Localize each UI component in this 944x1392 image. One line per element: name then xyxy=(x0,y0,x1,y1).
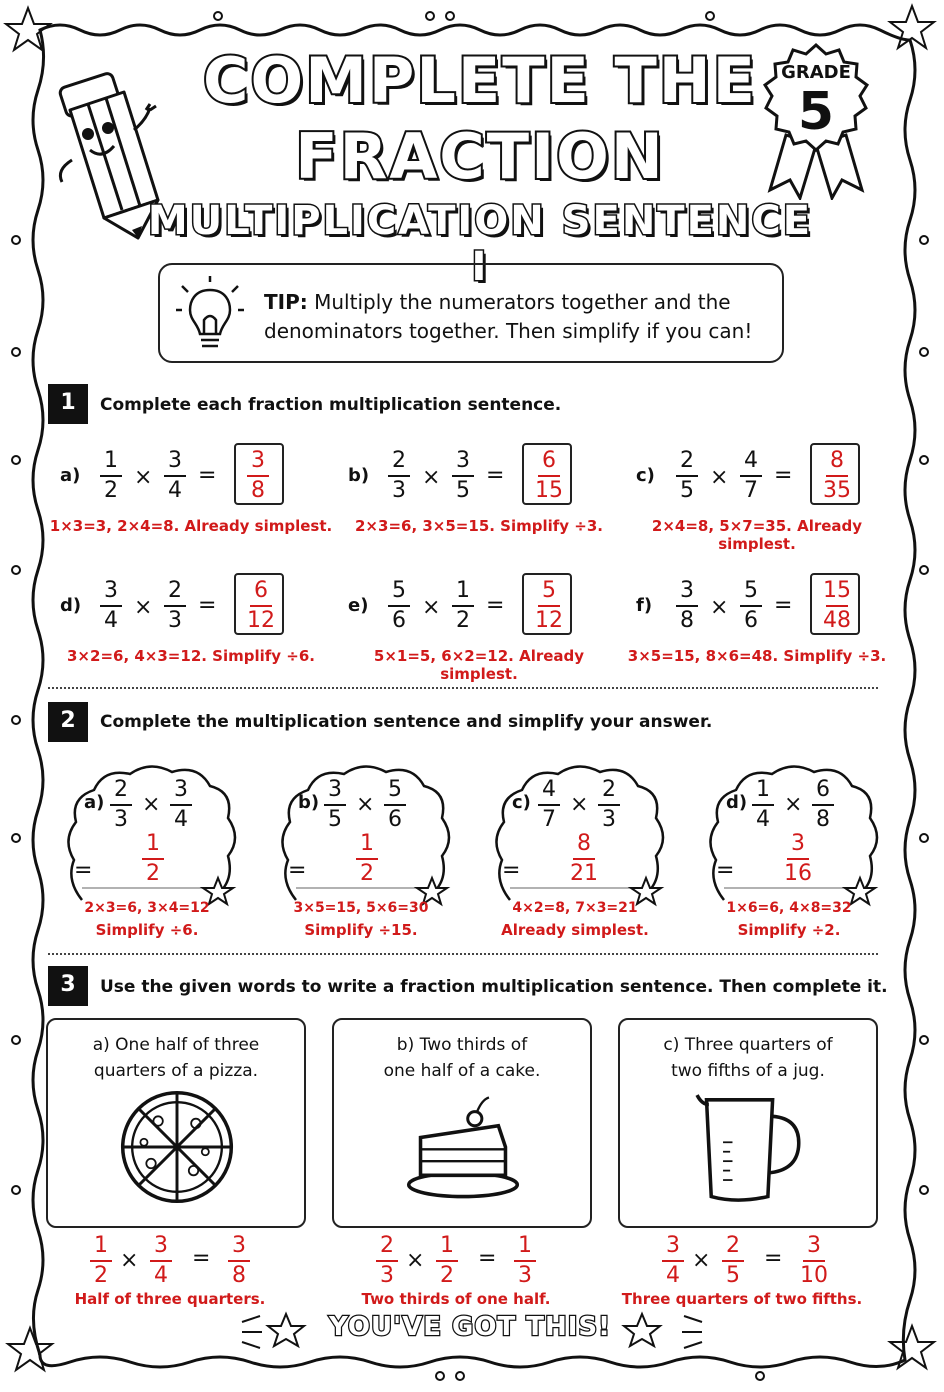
denominator: 6 xyxy=(392,608,406,633)
denominator: 48 xyxy=(823,608,851,633)
answer-fraction xyxy=(228,1234,250,1288)
answer-fraction xyxy=(800,1234,828,1288)
equals-sign: = xyxy=(192,1246,211,1271)
fraction-bar xyxy=(452,475,474,477)
denominator: 2 xyxy=(456,608,470,633)
pizza-icon xyxy=(112,1088,242,1206)
footer-encouragement: YOU'VE GOT THIS! xyxy=(329,1312,611,1342)
numerator: 3 xyxy=(251,448,265,473)
fraction-1 xyxy=(538,778,560,832)
numerator: 1 xyxy=(440,1233,454,1258)
fraction-bar xyxy=(826,475,848,477)
denominator: 2 xyxy=(440,1263,454,1288)
numerator: 3 xyxy=(807,1233,821,1258)
times-sign: × xyxy=(710,595,729,620)
numerator: 1 xyxy=(104,448,118,473)
working-note: 2×3=6, 3×5=15. Simplify ÷3. xyxy=(355,517,603,535)
numerator: 6 xyxy=(816,777,830,802)
fraction-1 xyxy=(676,579,698,633)
fraction-bar xyxy=(538,605,560,607)
denominator: 5 xyxy=(680,478,694,503)
working-note: 3×5=15, 8×6=48. Simplify ÷3. xyxy=(627,647,887,665)
problem-label: d) xyxy=(726,792,748,813)
fraction-bar xyxy=(573,858,595,860)
fraction-bar xyxy=(100,605,122,607)
answer-fraction xyxy=(823,449,851,503)
working-note: 2×4=8, 5×7=35. Already simplest. xyxy=(651,517,863,553)
simplify-note: Already simplest. xyxy=(501,921,649,939)
fraction-bar xyxy=(803,1260,825,1262)
fraction-bar xyxy=(170,804,192,806)
section-1-number: 1 xyxy=(48,384,88,424)
problem-label: b) xyxy=(298,792,320,813)
jug-icon xyxy=(684,1088,814,1206)
answer-fraction xyxy=(535,579,563,633)
equals-sign: = xyxy=(288,858,307,883)
times-sign: × xyxy=(710,465,729,490)
numerator: 1 xyxy=(456,578,470,603)
numerator: 2 xyxy=(168,578,182,603)
numerator: 4 xyxy=(744,448,758,473)
fraction-bar xyxy=(538,804,560,806)
numerator: 15 xyxy=(823,578,851,603)
problem-label: c) xyxy=(512,792,531,813)
working-note: 1×3=3, 2×4=8. Already simplest. xyxy=(49,517,333,535)
numerator: 6 xyxy=(254,578,268,603)
numerator: 3 xyxy=(154,1233,168,1258)
denominator: 8 xyxy=(680,608,694,633)
denominator: 2 xyxy=(104,478,118,503)
answer-fraction xyxy=(356,832,378,886)
fraction-bar xyxy=(538,475,560,477)
denominator: 3 xyxy=(602,807,616,832)
fraction-1 xyxy=(324,778,346,832)
numerator: 3 xyxy=(666,1233,680,1258)
answer-fraction xyxy=(514,1234,536,1288)
fraction-bar xyxy=(164,605,186,607)
sentence-note: Half of three quarters. xyxy=(74,1290,266,1308)
fraction-bar xyxy=(164,475,186,477)
numerator: 2 xyxy=(602,777,616,802)
fraction-bar xyxy=(514,1260,536,1262)
fraction-2 xyxy=(740,579,762,633)
star-icon xyxy=(618,1310,708,1350)
numerator: 4 xyxy=(542,777,556,802)
fraction-bar xyxy=(384,804,406,806)
grade-label: GRADE xyxy=(781,62,851,83)
numerator: 3 xyxy=(791,831,805,856)
working-note: 2×3=6, 3×4=12 xyxy=(84,900,210,916)
problem-label: a) xyxy=(84,792,105,813)
times-sign: × xyxy=(134,595,153,620)
fraction-bar xyxy=(324,804,346,806)
fraction-bar xyxy=(812,804,834,806)
fraction-1 xyxy=(100,579,122,633)
denominator: 6 xyxy=(388,807,402,832)
numerator: 8 xyxy=(830,448,844,473)
fraction-bar xyxy=(388,605,410,607)
title-line-2: FRACTION xyxy=(295,120,665,193)
answer-fraction xyxy=(784,832,812,886)
numerator: 3 xyxy=(680,578,694,603)
fraction-2 xyxy=(384,778,406,832)
working-note: 3×5=15, 5×6=30 xyxy=(293,900,429,916)
denominator: 8 xyxy=(251,478,265,503)
equals-sign: = xyxy=(198,463,217,488)
fraction-bar xyxy=(740,605,762,607)
denominator: 4 xyxy=(168,478,182,503)
problem-label: f) xyxy=(636,595,653,616)
section-1-instruction: Complete each fraction multiplication sentence. xyxy=(100,395,562,415)
fraction-bar xyxy=(452,605,474,607)
answer-fraction xyxy=(535,449,563,503)
fraction-1 xyxy=(388,449,410,503)
cake-icon xyxy=(398,1088,528,1206)
answer-fraction xyxy=(247,579,275,633)
times-sign: × xyxy=(142,792,161,817)
numerator: 2 xyxy=(680,448,694,473)
times-sign: × xyxy=(422,595,441,620)
fraction-bar xyxy=(250,605,272,607)
numerator: 3 xyxy=(456,448,470,473)
fraction-2 xyxy=(598,778,620,832)
denominator: 12 xyxy=(535,608,563,633)
denominator: 5 xyxy=(726,1263,740,1288)
fraction-1 xyxy=(662,1234,684,1288)
fraction-1 xyxy=(100,449,122,503)
simplify-note: Simplify ÷2. xyxy=(737,921,841,939)
fraction-2 xyxy=(150,1234,172,1288)
problem-text-line-1: a) One half of three xyxy=(92,1035,260,1055)
numerator: 1 xyxy=(518,1233,532,1258)
answer-fraction xyxy=(247,449,269,503)
fraction-bar xyxy=(228,1260,250,1262)
numerator: 1 xyxy=(94,1233,108,1258)
fraction-bar xyxy=(247,475,269,477)
denominator: 35 xyxy=(823,478,851,503)
working-note: 4×2=8, 7×3=21 xyxy=(512,900,638,916)
numerator: 3 xyxy=(174,777,188,802)
equals-sign: = xyxy=(716,858,735,883)
numerator: 3 xyxy=(168,448,182,473)
star-icon xyxy=(890,1326,934,1368)
equals-sign: = xyxy=(774,593,793,618)
simplify-note: Simplify ÷15. xyxy=(304,921,418,939)
working-note: 3×2=6, 4×3=12. Simplify ÷6. xyxy=(67,647,315,665)
denominator: 21 xyxy=(570,861,598,886)
denominator: 4 xyxy=(666,1263,680,1288)
fraction-bar xyxy=(110,804,132,806)
denominator: 4 xyxy=(154,1263,168,1288)
denominator: 15 xyxy=(535,478,563,503)
numerator: 5 xyxy=(542,578,556,603)
times-sign: × xyxy=(692,1248,711,1273)
numerator: 6 xyxy=(542,448,556,473)
equals-sign: = xyxy=(486,593,505,618)
title-line-3: MULTIPLICATION SENTENCE I xyxy=(147,198,813,290)
denominator: 4 xyxy=(756,807,770,832)
numerator: 5 xyxy=(388,777,402,802)
fraction-1 xyxy=(90,1234,112,1288)
numerator: 1 xyxy=(146,831,160,856)
denominator: 2 xyxy=(360,861,374,886)
fraction-2 xyxy=(436,1234,458,1288)
problem-label: d) xyxy=(60,595,82,616)
fraction-bar xyxy=(740,475,762,477)
problem-label: a) xyxy=(60,465,81,486)
times-sign: × xyxy=(134,465,153,490)
working-note: 1×6=6, 4×8=32 xyxy=(726,900,852,916)
fraction-bar xyxy=(100,475,122,477)
times-sign: × xyxy=(422,465,441,490)
denominator: 2 xyxy=(146,861,160,886)
denominator: 16 xyxy=(784,861,812,886)
divider xyxy=(48,687,878,689)
star-icon xyxy=(238,1310,328,1350)
title-line-1: COMPLETE THE xyxy=(203,44,757,117)
fraction-2 xyxy=(452,449,474,503)
denominator: 3 xyxy=(392,478,406,503)
numerator: 2 xyxy=(726,1233,740,1258)
fraction-1 xyxy=(376,1234,398,1288)
numerator: 3 xyxy=(232,1233,246,1258)
denominator: 3 xyxy=(114,807,128,832)
numerator: 1 xyxy=(360,831,374,856)
denominator: 5 xyxy=(456,478,470,503)
fraction-2 xyxy=(164,579,186,633)
times-sign: × xyxy=(570,792,589,817)
fraction-2 xyxy=(452,579,474,633)
fraction-1 xyxy=(752,778,774,832)
denominator: 4 xyxy=(174,807,188,832)
fraction-bar xyxy=(598,804,620,806)
answer-fraction xyxy=(142,832,164,886)
fraction-bar xyxy=(676,475,698,477)
denominator: 3 xyxy=(518,1263,532,1288)
equals-sign: = xyxy=(478,1246,497,1271)
divider xyxy=(48,953,878,955)
fraction-1 xyxy=(676,449,698,503)
problem-text-line-1: c) Three quarters of xyxy=(663,1035,833,1055)
denominator: 10 xyxy=(800,1263,828,1288)
numerator: 8 xyxy=(577,831,591,856)
section-2-number: 2 xyxy=(48,702,88,742)
fraction-bar xyxy=(376,1260,398,1262)
sentence-note: Two thirds of one half. xyxy=(361,1290,551,1308)
denominator: 3 xyxy=(380,1263,394,1288)
numerator: 3 xyxy=(104,578,118,603)
denominator: 3 xyxy=(168,608,182,633)
denominator: 7 xyxy=(744,478,758,503)
fraction-2 xyxy=(722,1234,744,1288)
times-sign: × xyxy=(406,1248,425,1273)
numerator: 5 xyxy=(744,578,758,603)
equals-sign: = xyxy=(486,463,505,488)
numerator: 5 xyxy=(392,578,406,603)
equals-sign: = xyxy=(74,858,93,883)
working-note: 5×1=5, 6×2=12. Already simplest. xyxy=(373,647,585,683)
denominator: 12 xyxy=(247,608,275,633)
denominator: 8 xyxy=(232,1263,246,1288)
denominator: 5 xyxy=(328,807,342,832)
fraction-bar xyxy=(142,858,164,860)
equals-sign: = xyxy=(774,463,793,488)
times-sign: × xyxy=(356,792,375,817)
numerator: 1 xyxy=(756,777,770,802)
fraction-2 xyxy=(164,449,186,503)
section-2-instruction: Complete the multiplication sentence and simplify your answer. xyxy=(100,712,713,732)
fraction-bar xyxy=(752,804,774,806)
equals-sign: = xyxy=(764,1246,783,1271)
denominator: 6 xyxy=(744,608,758,633)
section-3-instruction: Use the given words to write a fraction multiplication sentence. Then complete it. xyxy=(100,977,888,997)
lightbulb-icon xyxy=(172,272,248,354)
fraction-bar xyxy=(150,1260,172,1262)
fraction-2 xyxy=(812,778,834,832)
simplify-note: Simplify ÷6. xyxy=(95,921,199,939)
numerator: 2 xyxy=(380,1233,394,1258)
denominator: 8 xyxy=(816,807,830,832)
answer-fraction xyxy=(823,579,851,633)
fraction-2 xyxy=(740,449,762,503)
sentence-note: Three quarters of two fifths. xyxy=(621,1290,863,1308)
problem-text-line-2: quarters of a pizza. xyxy=(93,1061,259,1081)
fraction-bar xyxy=(826,605,848,607)
denominator: 2 xyxy=(94,1263,108,1288)
section-3-number: 3 xyxy=(48,966,88,1006)
fraction-bar xyxy=(90,1260,112,1262)
problem-text-line-2: two fifths of a jug. xyxy=(671,1061,825,1081)
fraction-bar xyxy=(787,858,809,860)
problem-label: b) xyxy=(348,465,370,486)
equals-sign: = xyxy=(198,593,217,618)
grade-number: 5 xyxy=(797,82,835,142)
problem-label: c) xyxy=(636,465,655,486)
fraction-1 xyxy=(110,778,132,832)
times-sign: × xyxy=(120,1248,139,1273)
numerator: 2 xyxy=(392,448,406,473)
equals-sign: = xyxy=(502,858,521,883)
fraction-2 xyxy=(170,778,192,832)
problem-text-line-1: b) Two thirds of xyxy=(396,1035,528,1055)
answer-fraction xyxy=(570,832,598,886)
fraction-bar xyxy=(662,1260,684,1262)
denominator: 4 xyxy=(104,608,118,633)
fraction-bar xyxy=(722,1260,744,1262)
fraction-bar xyxy=(676,605,698,607)
numerator: 2 xyxy=(114,777,128,802)
tip-text: TIP: Multiply the numerators together and the denominators together. Then simplify if you can! xyxy=(264,290,753,343)
fraction-bar xyxy=(436,1260,458,1262)
fraction-bar xyxy=(388,475,410,477)
numerator: 3 xyxy=(328,777,342,802)
problem-label: e) xyxy=(348,595,369,616)
denominator: 7 xyxy=(542,807,556,832)
problem-text-line-2: one half of a cake. xyxy=(383,1061,541,1081)
times-sign: × xyxy=(784,792,803,817)
fraction-bar xyxy=(356,858,378,860)
fraction-1 xyxy=(388,579,410,633)
